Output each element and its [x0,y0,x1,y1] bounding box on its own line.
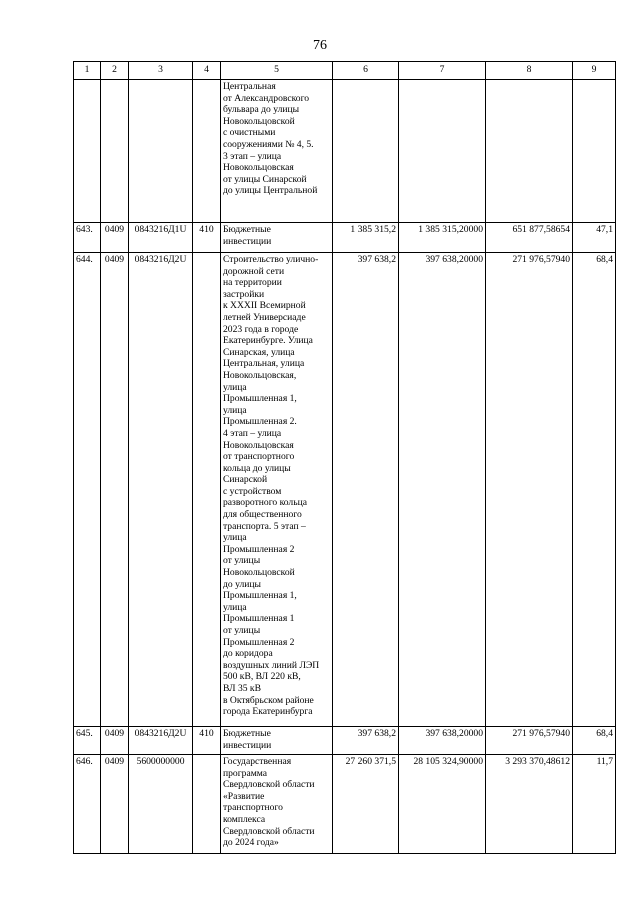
row-number-cell [74,80,101,223]
item-name-cell: Строительство улично- дорожной сети на территории застройки к XXXII Всемирной летней Универсиаде 2023 года в городе Екатеринбурге. Улица Синарская, улица Центральная, улица Новокольцовская, улица Промышленная 1, улица Промышленная 2. 4 этап – улица Новокольцовская от транспортного кольца до улицы Синарской с устройством разворотного кольца для общественного транспорта. 5 этап – улица Промышленная 2 от улицы Новокольцовской до улицы Промышленная 1, улица Промышленная 1 от улицы Промышленная 2 до коридора воздушных линий ЛЭП 500 кВ, ВЛ 220 кВ, ВЛ 35 кВ в Октябрьском районе города Екатеринбурга [221,253,333,727]
fact-amount-cell: 271 976,57940 [486,727,573,755]
header-cell: 1 [74,62,101,80]
plan-amount-cell: 397 638,2 [333,253,399,727]
target-code-cell: 0843216Д1U [129,223,193,253]
row-number-cell: 643. [74,223,101,253]
table-row [74,755,616,854]
section-code-cell: 0409 [101,727,129,755]
percent-cell: 47,1 [573,223,616,253]
item-name-cell: Центральная от Александровского бульвара до улицы Новокольцовской с очистными сооружениями № 4, 5. 3 этап – улица Новокольцовская от улицы Синарской до улицы Центральной [221,80,333,223]
section-code-cell: 0409 [101,253,129,727]
header-cell: 6 [333,62,399,80]
expense-type-cell [193,755,221,854]
fact-amount-cell: 651 877,58654 [486,223,573,253]
row-number-cell: 645. [74,727,101,755]
section-code-cell: 0409 [101,755,129,854]
percent-cell [573,80,616,223]
plan-amount-cell [333,80,399,223]
header-cell: 7 [399,62,486,80]
target-code-cell: 0843216Д2U [129,253,193,727]
plan-amount-cell: 1 385 315,2 [333,223,399,253]
expense-type-cell [193,80,221,223]
item-name-cell: Государственная программа Свердловской области «Развитие транспортного комплекса Свердловской области до 2024 года» [221,755,333,854]
header-cell: 5 [221,62,333,80]
target-code-cell: 0843216Д2U [129,727,193,755]
expense-type-cell: 410 [193,727,221,755]
target-code-cell [129,80,193,223]
table-row [74,727,616,755]
row-number-cell: 644. [74,253,101,727]
table-row [74,80,616,223]
row-number-cell: 646. [74,755,101,854]
item-name-cell: Бюджетные инвестиции [221,223,333,253]
header-cell: 9 [573,62,616,80]
expense-type-cell [193,253,221,727]
page-number: 76 [313,38,327,53]
fact-amount-cell: 3 293 370,48612 [486,755,573,854]
section-code-cell: 0409 [101,223,129,253]
table-row [74,253,616,727]
refined-amount-cell: 397 638,20000 [399,727,486,755]
item-name-cell: Бюджетные инвестиции [221,727,333,755]
target-code-cell: 5600000000 [129,755,193,854]
table-row [74,223,616,253]
percent-cell: 68,4 [573,727,616,755]
percent-cell: 11,7 [573,755,616,854]
refined-amount-cell: 1 385 315,20000 [399,223,486,253]
header-cell: 3 [129,62,193,80]
plan-amount-cell: 27 260 371,5 [333,755,399,854]
refined-amount-cell [399,80,486,223]
expense-type-cell: 410 [193,223,221,253]
header-cell: 4 [193,62,221,80]
header-cell: 8 [486,62,573,80]
refined-amount-cell: 28 105 324,90000 [399,755,486,854]
fact-amount-cell [486,80,573,223]
budget-table [73,61,616,854]
section-code-cell [101,80,129,223]
header-cell: 2 [101,62,129,80]
refined-amount-cell: 397 638,20000 [399,253,486,727]
header-row [74,62,616,80]
percent-cell: 68,4 [573,253,616,727]
fact-amount-cell: 271 976,57940 [486,253,573,727]
plan-amount-cell: 397 638,2 [333,727,399,755]
